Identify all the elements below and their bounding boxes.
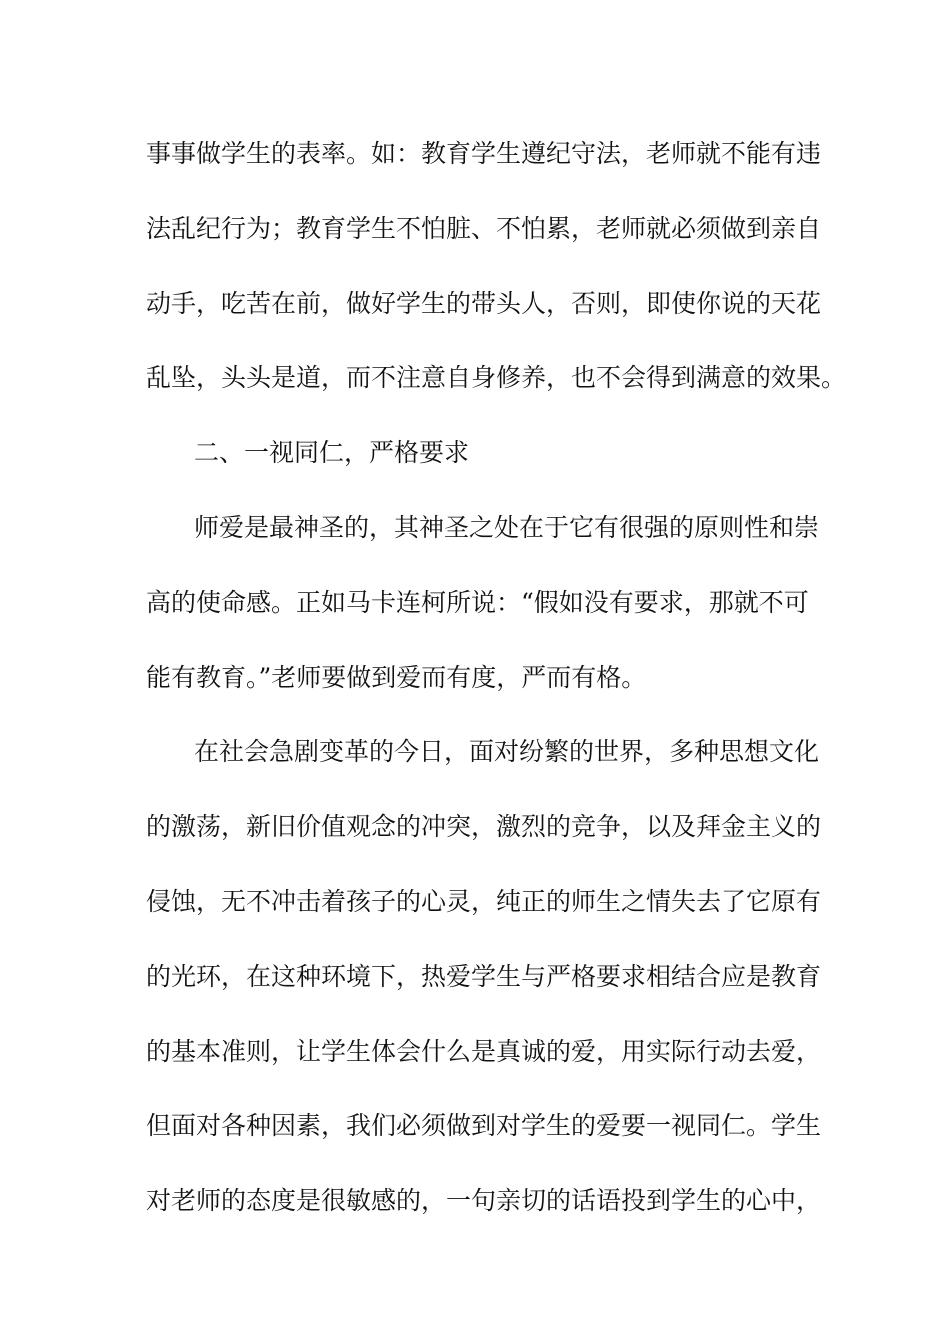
text-line: 的激荡，新旧价值观念的冲突，激烈的竞争，以及拜金主义的 xyxy=(146,812,822,842)
text-line: 事事做学生的表率。如：教育学生遵纪守法，老师就不能有违 xyxy=(146,139,822,168)
text-line: 侵蚀，无不冲击着孩子的心灵，纯正的师生之情失去了它原有 xyxy=(146,886,822,916)
paragraph-start-line: 师爱是最神圣的，其神圣之处在于它有很强的原则性和崇 xyxy=(194,512,820,542)
text-line: 高的使命感。正如马卡连柯所说：“假如没有要求，那就不可 xyxy=(146,587,809,617)
text-line: 对老师的态度是很敏感的，一句亲切的话语投到学生的心中， xyxy=(146,1186,822,1216)
paragraph-start-line: 在社会急剧变革的今日，面对纷繁的世界，多种思想文化 xyxy=(194,737,820,767)
text-line: 的光环，在这种环境下，热爱学生与严格要求相结合应是教育 xyxy=(146,961,822,991)
text-line: 但面对各种因素，我们必须做到对学生的爱要一视同仁。学生 xyxy=(146,1111,822,1141)
text-line: 能有教育。”老师要做到爱而有度，严而有格。 xyxy=(146,662,647,692)
text-line: 乱坠，头头是道，而不注意自身修养，也不会得到满意的效果。 xyxy=(146,363,847,393)
text-line: 法乱纪行为；教育学生不怕脏、不怕累，老师就必须做到亲自 xyxy=(146,213,822,243)
text-line: 动手，吃苦在前，做好学生的带头人，否则，即使你说的天花 xyxy=(146,288,822,318)
body-text xyxy=(146,129,847,1251)
text-line: 的基本准则，让学生体会什么是真诚的爱，用实际行动去爱， xyxy=(146,1036,822,1066)
section-heading: 二、一视同仁，严格要求 xyxy=(194,438,470,468)
